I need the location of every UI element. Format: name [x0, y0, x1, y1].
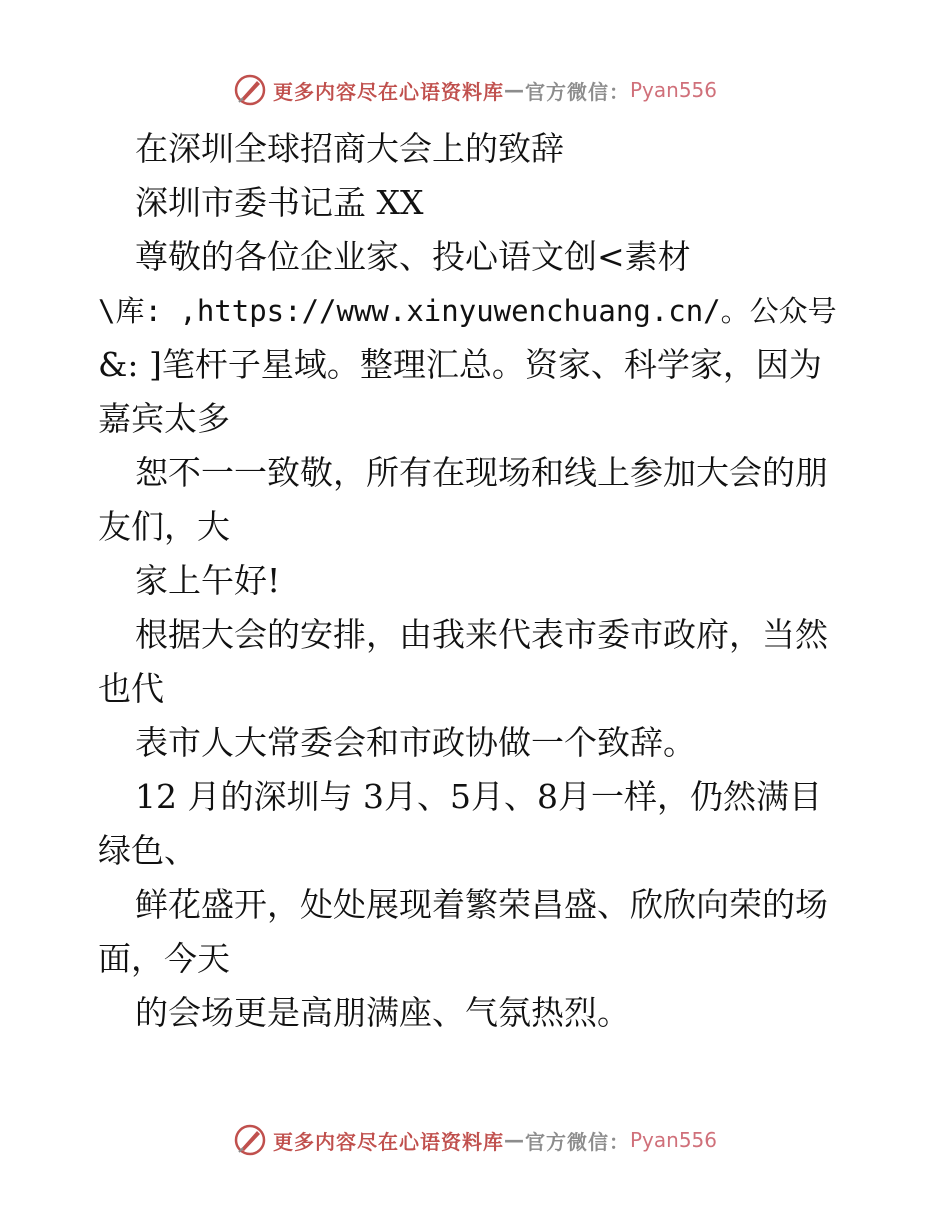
watermark-wechat-id: Pyan556 [629, 78, 717, 102]
text-line: 尊敬的各位企业家、投心语文创<素材 [135, 237, 691, 276]
document-author: 深圳市委书记孟 XX [135, 183, 424, 222]
text-line: 友们，大 [98, 507, 230, 546]
footer-watermark [0, 1120, 950, 1160]
text-line: 嘉宾太多 [98, 399, 230, 438]
document-body [98, 122, 858, 1040]
watermark-dash: — [503, 1128, 525, 1152]
text-line: &: ]笔杆子星域。整理汇总。资家、科学家，因为 [98, 345, 822, 384]
text-line: 家上午好! [135, 561, 281, 600]
watermark-main-text: 更多内容尽在心语资料库 [272, 79, 504, 104]
text-line: 表市人大常委会和市政协做一个致辞。 [135, 723, 696, 762]
text-line: 鲜花盛开，处处展现着繁荣昌盛、欣欣向荣的场 [135, 885, 828, 924]
text-line: 也代 [98, 669, 164, 708]
quill-logo-icon [233, 73, 267, 107]
text-line: 面，今天 [98, 939, 230, 978]
watermark-wechat-id: Pyan556 [629, 1128, 717, 1152]
watermark-main-text: 更多内容尽在心语资料库 [272, 1129, 504, 1154]
quill-logo-icon [233, 1123, 267, 1157]
text-line: 恕不一一致敬，所有在现场和线上参加大会的朋 [135, 453, 828, 492]
text-line: 12 月的深圳与 3月、5月、8月一样，仍然满目 [135, 777, 822, 816]
header-watermark [0, 70, 950, 110]
text-line: \库: ,https://www.xinyuwenchuang.cn/。公众号 [98, 294, 837, 328]
document-title: 在深圳全球招商大会上的致辞 [135, 129, 564, 168]
text-line: 的会场更是高朋满座、气氛热烈。 [135, 993, 630, 1032]
watermark-sub-text: 官方微信： [524, 79, 630, 104]
watermark-dash: — [503, 78, 525, 102]
text-line: 根据大会的安排，由我来代表市委市政府，当然 [135, 615, 828, 654]
watermark-sub-text: 官方微信： [524, 1129, 630, 1154]
text-line: 绿色、 [98, 831, 197, 870]
